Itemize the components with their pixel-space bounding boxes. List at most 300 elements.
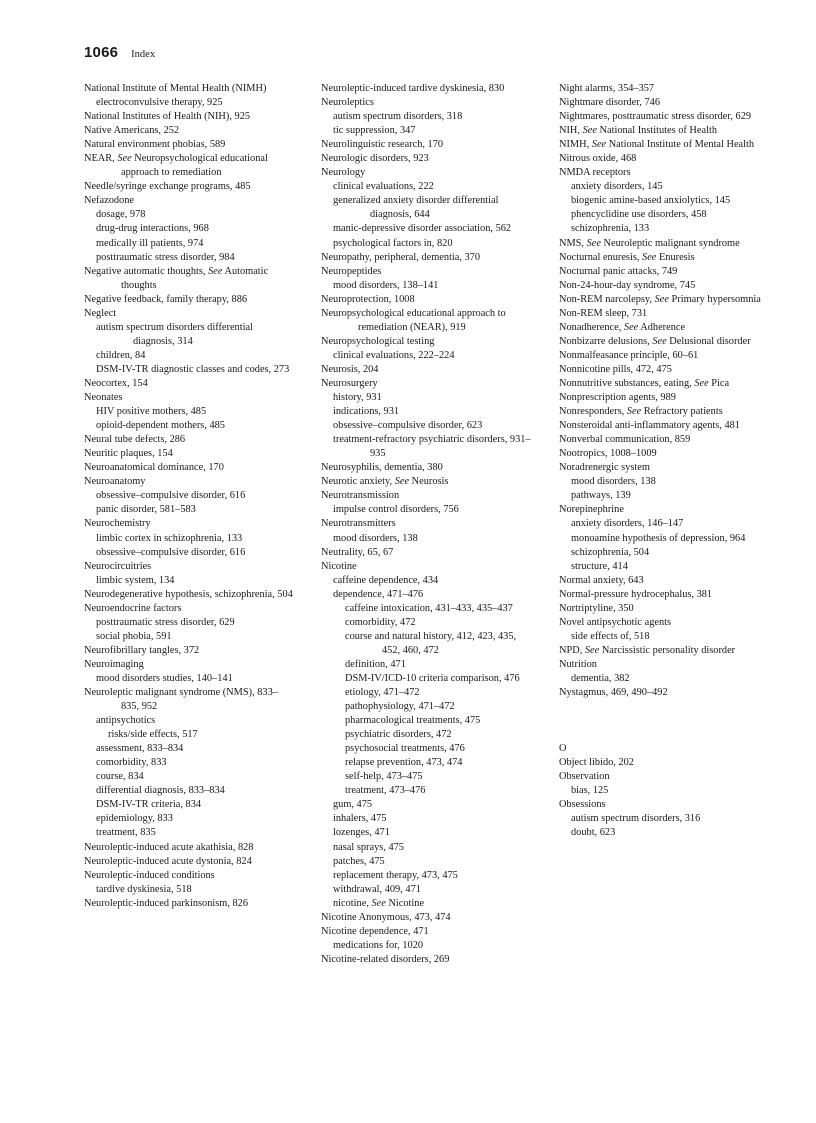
index-entry [321,293,531,307]
index-entry [559,588,769,602]
entry-text: autism spectrum disorders, 318 [333,111,463,123]
index-entry [559,447,769,461]
index-subentry [333,869,531,883]
entry-text: Neuroleptic-induced tardive dyskinesia, 830 [321,83,505,94]
index-subentry [333,433,531,461]
index-entry [321,925,531,939]
entry-text: Neurofibrillary tangles, 372 [84,644,200,656]
index-subentry [333,405,531,419]
index-subentry [333,110,531,124]
index-entry [321,152,531,166]
index-subentry [96,363,294,377]
index-entry [321,517,531,531]
entry-text: inhalers, 475 [333,813,387,825]
index-subentry [333,574,531,588]
entry-text: Neutrality, 65, 67 [321,546,394,558]
index-entry [559,770,769,784]
entry-text: Negative feedback, family therapy, 886 [84,293,248,305]
index-subentry [108,728,294,742]
entry-text: Neuroimaging [84,658,144,670]
index-subentry [96,237,294,251]
cross-reference-target: Automatic thoughts [121,265,269,291]
entry-text: Neurocircuitries [84,560,152,572]
index-entry [84,588,294,602]
index-subentry [345,728,531,742]
index-entry [84,138,294,152]
entry-text: Nonnicotine pills, 472, 475 [559,363,672,375]
entry-text: DSM-IV-TR criteria, 834 [96,799,202,811]
entry-text: Obsessions [559,799,606,811]
entry-text: pharmacological treatments, 475 [345,715,481,727]
index-subentry [96,251,294,265]
entry-text: phencyclidine use disorders, 458 [571,209,707,221]
index-entry [559,152,769,166]
cross-reference-target: Neuroleptic malignant syndrome [600,237,740,249]
index-entry [559,307,769,321]
index-subentry [96,208,294,222]
entry-text: indications, 931 [333,406,400,418]
index-subentry [96,826,294,840]
entry-text: medically ill patients, 974 [96,237,204,249]
entry-text: Norepinephrine [559,504,624,516]
entry-text: mood disorders studies, 140–141 [96,672,233,684]
index-subentry [96,616,294,630]
index-subentry [345,602,531,616]
see-reference: See [584,644,600,656]
entry-text: Nonsteroidal anti-inflammatory agents, 481 [559,420,740,432]
index-entry [559,265,769,279]
entry-text: Neuroleptics [321,97,374,109]
index-subentry [96,714,294,728]
index-subentry [333,826,531,840]
index-entry [559,433,769,447]
index-subentry [96,222,294,236]
entry-text: limbic system, 134 [96,574,175,586]
index-entry [559,616,769,630]
entry-text: Observation [559,771,610,783]
entry-text: Negative automatic thoughts, [84,265,209,277]
entry-text: clinical evaluations, 222 [333,181,434,193]
index-subentry [345,714,531,728]
index-entry [559,756,769,770]
index-entry [559,335,769,349]
entry-text: Nicotine-related disorders, 269 [321,953,450,965]
entry-text: replacement therapy, 473, 475 [333,869,458,881]
page-number: 1066 [84,44,119,61]
entry-text: generalized anxiety disorder differential diagnosis, 644 [333,195,499,221]
cross-reference-target: Primary hypersomnia [668,293,761,305]
cross-reference-target: Neurosis [409,476,449,488]
index-subentry [333,391,531,405]
entry-text: posttraumatic stress disorder, 984 [96,251,235,263]
entry-text: tardive dyskinesia, 518 [96,883,192,895]
index-entry [559,658,769,672]
index-subentry [571,194,769,208]
entry-text: caffeine dependence, 434 [333,574,439,586]
entry-text: electroconvulsive therapy, 925 [96,97,223,109]
entry-text: NIMH, [559,139,592,151]
entry-text: Neurolinguistic research, 170 [321,139,444,151]
entry-text: relapse prevention, 473, 474 [345,757,463,769]
index-entry [84,869,294,883]
entry-text: Nonprescription agents, 989 [559,392,676,404]
entry-text: Neurosurgery [321,377,378,389]
entry-text: Nortriptyline, 350 [559,602,634,614]
cross-reference-target: Neuropsychological educational approach to remediation [121,153,268,179]
index-entry [84,897,294,911]
index-entry [559,96,769,110]
entry-text: antipsychotics [96,715,156,727]
entry-text: withdrawal, 409, 471 [333,883,421,895]
index-subentry [96,574,294,588]
entry-text: Night alarms, 354–357 [559,83,655,94]
entry-text: Neuroleptic-induced acute dystonia, 824 [84,855,252,867]
entry-text: dependence, 471–476 [333,588,424,600]
index-entry [321,911,531,925]
index-entry [559,110,769,124]
entry-text: children, 84 [96,349,146,361]
index-entry [84,82,294,96]
index-entry [321,953,531,967]
entry-text: National Institute of Mental Health (NIMH) [84,83,267,94]
index-subentry [96,349,294,363]
entry-text: pathophysiology, 471–472 [345,701,455,713]
index-entry [321,138,531,152]
index-subentry [333,180,531,194]
entry-text: Object libido, 202 [559,757,634,769]
index-subentry [571,208,769,222]
index-subentry [96,96,294,110]
index-subentry [571,475,769,489]
entry-text: risks/side effects, 517 [108,729,198,741]
entry-text: DSM-IV-TR diagnostic classes and codes, 273 [96,363,290,375]
index-subentry [333,798,531,812]
index-subentry [96,405,294,419]
entry-text: Non-REM sleep, 731 [559,307,648,319]
entry-text: Nonmalfeasance principle, 60–61 [559,349,699,361]
index-subentry [333,279,531,293]
index-entry [321,377,531,391]
index-subentry [571,180,769,194]
entry-text: Nicotine Anonymous, 473, 474 [321,911,451,923]
index-entry [321,546,531,560]
index-subentry [96,630,294,644]
index-subentry [96,546,294,560]
entry-text: social phobia, 591 [96,630,172,642]
running-head: Index [131,49,156,60]
index-subentry [96,883,294,897]
index-subentry [345,686,531,700]
see-reference: See [652,335,667,347]
entry-text: autism spectrum disorders differential diagnosis, 314 [96,321,253,347]
index-subentry [96,812,294,826]
index-subentry [333,812,531,826]
index-entry [559,798,769,812]
index-subentry [571,672,769,686]
index-subentry [345,672,531,686]
entry-text: NEAR, [84,153,118,165]
index-entry [559,293,769,307]
entry-text: Natural environment phobias, 589 [84,139,226,151]
index-entry [559,686,769,700]
index-entry [84,307,294,321]
entry-text: definition, 471 [345,658,406,670]
see-reference: See [208,265,223,277]
entry-text: Nocturnal enuresis, [559,251,643,263]
entry-text: biogenic amine-based anxiolytics, 145 [571,195,731,207]
index-entry [559,166,769,180]
index-entry [559,461,769,475]
index-subentry [333,237,531,251]
entry-text: patches, 475 [333,855,385,867]
see-reference: See [623,321,639,333]
entry-text: National Institutes of Health (NIH), 925 [84,111,251,123]
cross-reference-target: National Institutes of Health [596,125,717,137]
entry-text: Neonates [84,392,123,404]
entry-text: Nightmares, posttraumatic stress disorder, 629 [559,111,752,123]
entry-text: posttraumatic stress disorder, 629 [96,616,235,628]
entry-text: Neural tube defects, 286 [84,434,186,446]
index-subentry [96,742,294,756]
entry-text: mood disorders, 138–141 [333,279,439,291]
index-column-2 [321,82,531,967]
index-subentry [333,222,531,236]
index-subentry [96,419,294,433]
entry-text: NIH, [559,125,583,137]
index-subentry [96,770,294,784]
index-subentry [571,784,769,798]
cross-reference-target: Pica [708,377,730,389]
entry-text: Neuropathy, peripheral, dementia, 370 [321,251,481,263]
index-subentry [345,616,531,630]
index-entry [84,475,294,489]
entry-text: schizophrenia, 133 [571,223,650,235]
cross-reference-target: Delusional disorder [666,335,751,347]
index-entry [321,251,531,265]
entry-text: mood disorders, 138 [571,476,656,488]
index-entry [559,742,769,756]
entry-text: Neuroleptic-induced parkinsonism, 826 [84,897,249,909]
entry-text: psychosocial treatments, 476 [345,743,465,755]
entry-text: Nonresponders, [559,406,627,418]
index-entry [84,194,294,208]
entry-text: Nonadherence, [559,321,624,333]
index-entry [559,237,769,251]
entry-text: Needle/syringe exchange programs, 485 [84,181,251,193]
entry-text: etiology, 471–472 [345,687,420,699]
entry-text: Neuroanatomical dominance, 170 [84,462,224,474]
cross-reference-target: Narcissistic personality disorder [599,644,736,656]
entry-text: Nootropics, 1008–1009 [559,448,657,460]
entry-text: Neurologic disorders, 923 [321,153,429,165]
index-entry [84,391,294,405]
entry-text: monoamine hypothesis of depression, 964 [571,532,746,544]
index-column-3 [559,82,769,840]
see-reference: See [642,251,657,263]
cross-reference-target: Adherence [638,321,686,333]
section-spacer [559,700,769,742]
index-entry [321,265,531,279]
entry-text: course and natural history, 412, 423, 435, 452, 460, 472 [345,630,517,656]
entry-text: Nefazodone [84,195,134,207]
index-entry [321,335,531,349]
index-entry [559,251,769,265]
index-entry [559,377,769,391]
entry-text: medications for, 1020 [333,939,424,951]
entry-text: Noradrenergic system [559,462,650,474]
entry-text: Neurochemistry [84,518,151,530]
entry-text: lozenges, 471 [333,827,390,839]
index-entry [321,560,531,574]
entry-text: assessment, 833–834 [96,743,184,755]
entry-text: dementia, 382 [571,672,630,684]
entry-text: schizophrenia, 504 [571,546,650,558]
index-entry [559,644,769,658]
index-entry [321,461,531,475]
index-entry [321,166,531,180]
entry-text: mood disorders, 138 [333,532,418,544]
entry-text: side effects of, 518 [571,630,650,642]
entry-text: comorbidity, 472 [345,616,416,628]
entry-text: Neurotransmitters [321,518,396,530]
entry-text: obsessive–compulsive disorder, 616 [96,490,246,502]
entry-text: obsessive–compulsive disorder, 623 [333,420,483,432]
index-entry [84,124,294,138]
index-entry [559,391,769,405]
entry-text: drug-drug interactions, 968 [96,223,209,235]
entry-text: treatment-refractory psychiatric disorders, 931–935 [333,434,531,460]
index-entry [84,293,294,307]
entry-text: treatment, 835 [96,827,156,839]
entry-text: dosage, 978 [96,209,146,221]
index-entry [321,96,531,110]
page-header [84,44,155,61]
index-entry [559,405,769,419]
index-subentry [333,194,531,222]
index-entry [84,517,294,531]
index-entry [321,489,531,503]
see-reference: See [582,125,597,137]
cross-reference-target: Nicotine [385,897,425,909]
entry-text: Nicotine [321,560,357,572]
entry-text: structure, 414 [571,560,628,572]
entry-text: comorbidity, 833 [96,757,167,769]
entry-text: self-help, 473–475 [345,771,423,783]
index-subentry [96,784,294,798]
index-subentry [333,939,531,953]
entry-text: Nocturnal panic attacks, 749 [559,265,678,277]
entry-text: Nonverbal communication, 859 [559,434,691,446]
index-entry [84,686,294,714]
index-column-1 [84,82,294,911]
cross-reference-target: Refractory patients [641,406,723,418]
entry-text: autism spectrum disorders, 316 [571,813,701,825]
entry-text: manic-depressive disorder association, 562 [333,223,512,235]
index-subentry [333,124,531,138]
index-entry [559,602,769,616]
entry-text: course, 834 [96,771,144,783]
entry-text: limbic cortex in schizophrenia, 133 [96,532,243,544]
entry-text: NMS, [559,237,587,249]
index-subentry [345,784,531,798]
index-entry [559,419,769,433]
entry-text: Nitrous oxide, 468 [559,153,637,165]
index-entry [84,644,294,658]
entry-text: Non-24-hour-day syndrome, 745 [559,279,696,291]
entry-text: Nonbizarre delusions, [559,335,653,347]
index-subentry [345,658,531,672]
entry-text: Neurodegenerative hypothesis, schizophrenia, 504 [84,588,293,600]
entry-text: NPD, [559,644,585,656]
index-subentry [345,630,531,658]
index-subentry [96,321,294,349]
index-entry [84,377,294,391]
index-entry [559,138,769,152]
see-reference: See [117,153,132,165]
entry-text: O [559,743,567,755]
entry-text: Neurotic anxiety, [321,476,395,488]
entry-text: Nystagmus, 469, 490–492 [559,687,668,699]
index-entry [321,307,531,335]
entry-text: panic disorder, 581–583 [96,504,196,516]
index-entry [559,124,769,138]
see-reference: See [626,406,642,418]
see-reference: See [654,293,669,305]
entry-text: Neurology [321,167,366,179]
entry-text: anxiety disorders, 146–147 [571,518,684,530]
entry-text: Nightmare disorder, 746 [559,97,660,109]
index-subentry [571,630,769,644]
cross-reference-target: Enuresis [656,251,695,263]
entry-text: obsessive–compulsive disorder, 616 [96,546,246,558]
entry-text: Normal-pressure hydrocephalus, 381 [559,588,713,600]
index-subentry [333,883,531,897]
index-entry [84,560,294,574]
index-subentry [345,700,531,714]
index-entry [84,110,294,124]
entry-text: Neuroleptic-induced acute akathisia, 828 [84,841,254,853]
index-entry [321,363,531,377]
entry-text: doubt, 623 [571,827,616,839]
entry-text: Neurosyphilis, dementia, 380 [321,462,443,474]
index-subentry [333,419,531,433]
index-entry [84,461,294,475]
entry-text: Neuropsychological educational approach to remediation (NEAR), 919 [321,307,506,333]
entry-text: Neurosis, 204 [321,363,379,375]
see-reference: See [694,377,709,389]
index-entry [84,602,294,616]
entry-text: psychological factors in, 820 [333,237,453,249]
entry-text: HIV positive mothers, 485 [96,406,207,418]
entry-text: Neuroleptic-induced conditions [84,869,215,881]
entry-text: Neuroanatomy [84,476,146,488]
index-subentry [96,672,294,686]
entry-text: Non-REM narcolepsy, [559,293,655,305]
index-entry [84,433,294,447]
index-entry [559,363,769,377]
index-subentry [345,756,531,770]
index-entry [559,503,769,517]
index-entry [84,152,294,180]
see-reference: See [586,237,601,249]
index-subentry [333,349,531,363]
index-entry [84,265,294,293]
index-subentry [333,503,531,517]
cross-reference-target: National Institute of Mental Health [606,139,755,151]
entry-text: history, 931 [333,392,382,404]
index-entry [559,321,769,335]
entry-text: epidemiology, 833 [96,813,173,825]
